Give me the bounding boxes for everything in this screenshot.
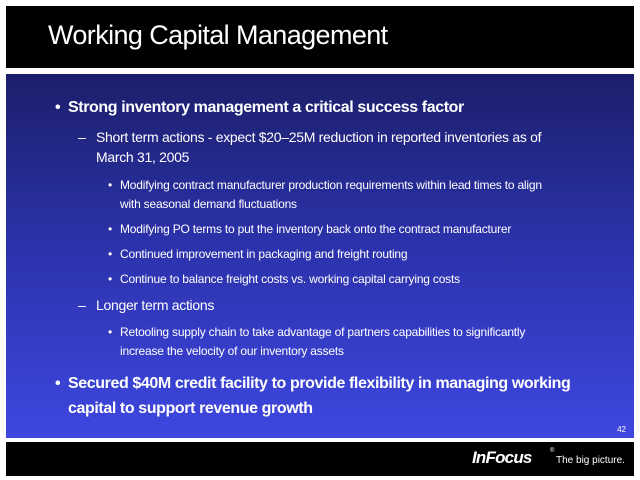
bullet-inventory-management: Strong inventory management a critical success factor — [68, 99, 464, 116]
sub-sub-bullet-marker: • — [108, 178, 113, 192]
item-packaging-freight: Continued improvement in packaging and freight routing — [120, 247, 408, 261]
sub-sub-bullet-marker: • — [108, 272, 113, 286]
bullet-credit-facility-line2: capital to support revenue growth — [68, 400, 313, 417]
item-contract-manufacturer-line1: Modifying contract manufacturer production requirements within lead times to align — [120, 178, 542, 192]
bullet-marker: • — [55, 99, 61, 116]
slide-title: Working Capital Management — [48, 20, 388, 50]
item-contract-manufacturer-line2: with seasonal demand fluctuations — [120, 197, 297, 211]
content-area — [6, 74, 634, 438]
sub-bullet-short-term-line1: Short term actions - expect $20–25M reduction in reported inventories as of — [96, 129, 542, 145]
bullet-marker: • — [55, 375, 61, 392]
title-bar — [6, 6, 634, 68]
item-po-terms: Modifying PO terms to put the inventory back onto the contract manufacturer — [120, 222, 512, 236]
registered-mark: ® — [550, 448, 555, 454]
infocus-logo: InFocus — [472, 448, 532, 467]
sub-bullet-marker: – — [78, 297, 86, 313]
sub-bullet-marker: – — [78, 129, 86, 145]
sub-sub-bullet-marker: • — [108, 222, 113, 236]
sub-bullet-short-term-line2: March 31, 2005 — [96, 149, 190, 165]
item-retooling-line2: increase the velocity of our inventory assets — [120, 344, 344, 358]
item-retooling-line1: Retooling supply chain to take advantage of partners capabilities to significantly — [120, 325, 526, 339]
tagline: The big picture. — [556, 455, 625, 466]
sub-sub-bullet-marker: • — [108, 325, 113, 339]
footer-bar — [6, 442, 634, 476]
page-number: 42 — [617, 425, 626, 434]
item-freight-costs: Continue to balance freight costs vs. working capital carrying costs — [120, 272, 460, 286]
sub-bullet-longer-term: Longer term actions — [96, 297, 215, 313]
bullet-credit-facility-line1: Secured $40M credit facility to provide flexibility in managing working — [68, 375, 571, 392]
sub-sub-bullet-marker: • — [108, 247, 113, 261]
